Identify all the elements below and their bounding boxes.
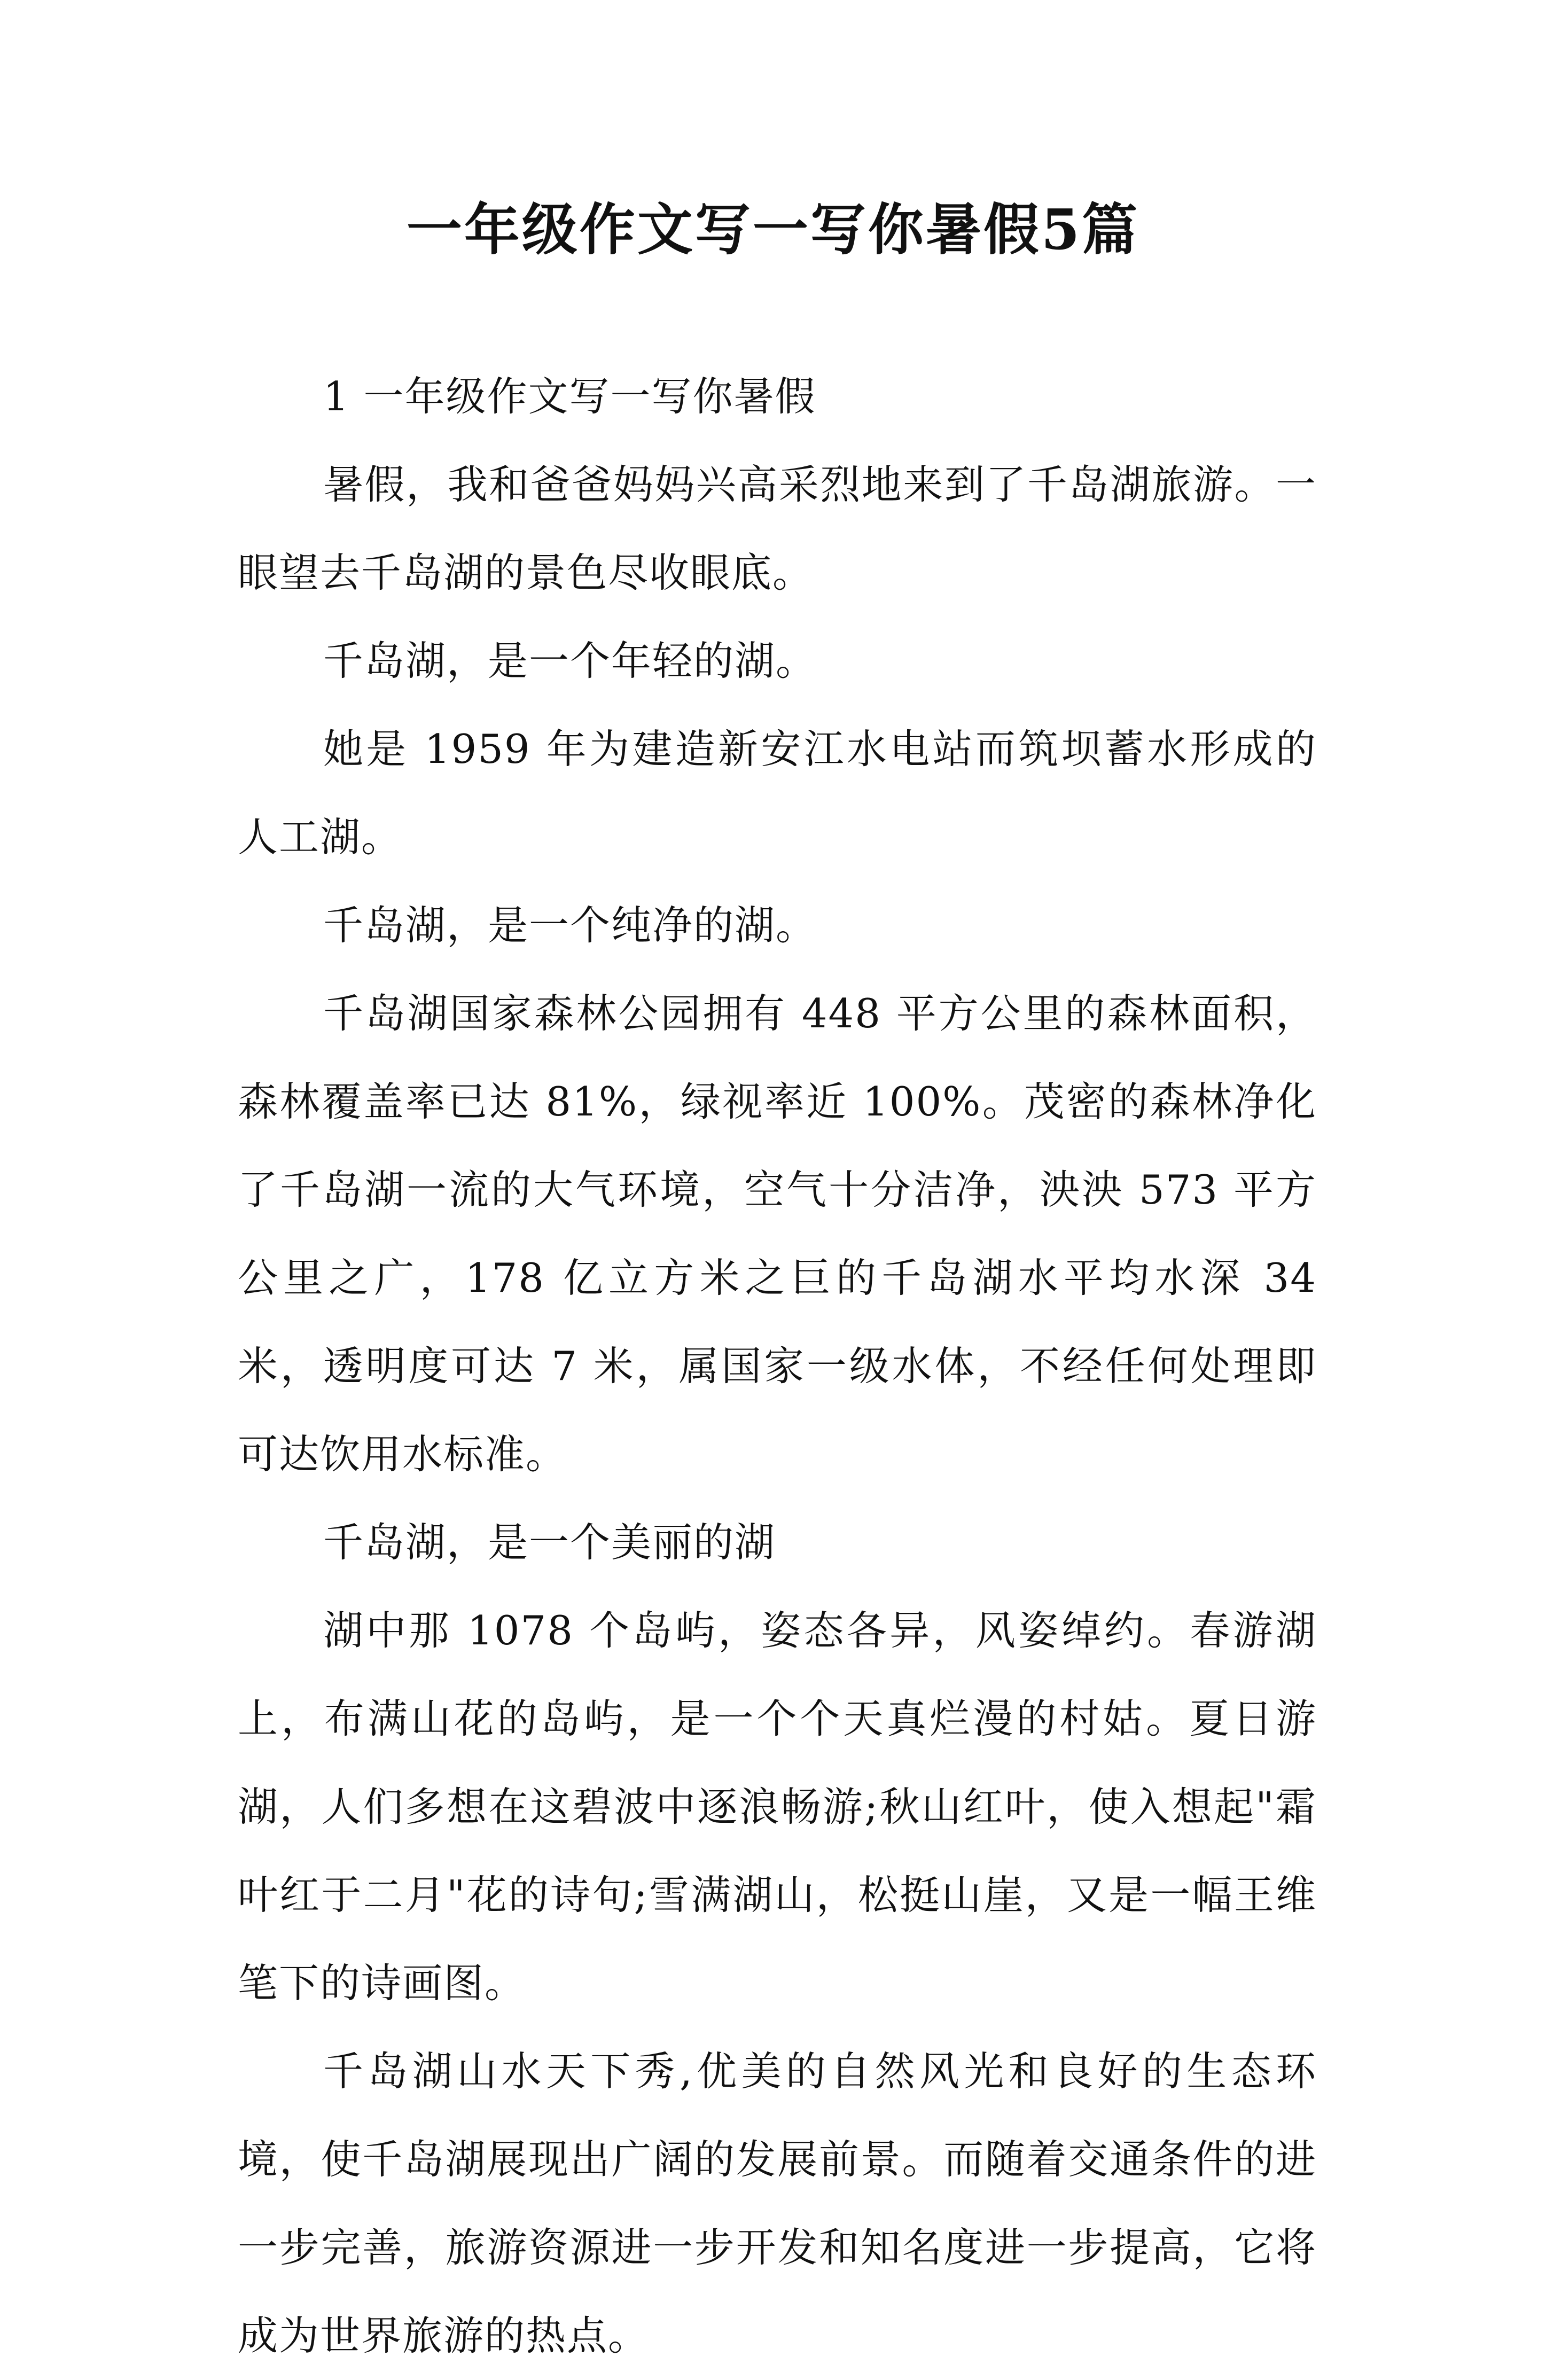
paragraph: 千岛湖，是一个美丽的湖 bbox=[323, 1519, 776, 1566]
paragraph: 千岛湖，是一个纯净的湖。 bbox=[323, 902, 817, 949]
document-title: 一年级作文写一写你暑假5篇 bbox=[406, 197, 1140, 262]
paragraph: 暑假，我和爸爸妈妈兴高采烈地来到了千岛湖旅游。一眼望去千岛湖的景色尽收眼底。 bbox=[238, 461, 1317, 596]
paragraph: 千岛湖山水天下秀,优美的自然风光和良好的生态环境，使千岛湖展现出广阔的发展前景。而随着交通条件的进一步完善，旅游资源进一步开发和知名度进一步提高，它将成为世界旅游的热点。 bbox=[238, 2048, 1317, 2359]
section-heading: 1 一年级作文写一写你暑假 bbox=[323, 373, 816, 420]
paragraph: 千岛湖国家森林公园拥有 448 平方公里的森林面积，森林覆盖率已达 81%，绿视率近 100%。茂密的森林净化了千岛湖一流的大气环境，空气十分洁净，泱泱 573 平方公里之广，178 亿立方米之巨的千岛湖水平均水深 34 米，透明度可达 7 米，属国家一级水体，不经任何处理即可达饮用水标准。 bbox=[238, 990, 1317, 1478]
document-body bbox=[238, 353, 1317, 2380]
paragraph: 千岛湖，是一个年轻的湖。 bbox=[323, 637, 817, 684]
paragraph: 她是 1959 年为建造新安江水电站而筑坝蓄水形成的人工湖。 bbox=[238, 725, 1317, 861]
paragraph: 湖中那 1078 个岛屿，姿态各异，风姿绰约。春游湖上，布满山花的岛屿，是一个个天真烂漫的村姑。夏日游湖，人们多想在这碧波中逐浪畅游;秋山红叶，使入想起"霜叶红于二月"花的诗句;雪满湖山，松挺山崖，又是一幅王维笔下的诗画图。 bbox=[238, 1607, 1317, 2007]
